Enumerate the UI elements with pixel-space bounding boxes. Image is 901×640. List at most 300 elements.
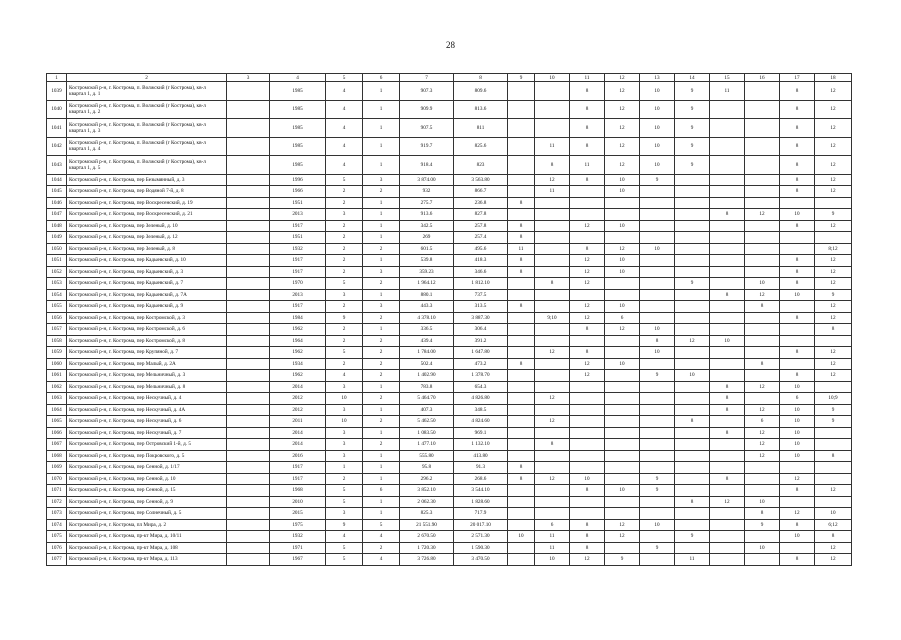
table-row	[47, 174, 852, 186]
value-cell	[710, 156, 745, 175]
value-cell	[815, 381, 852, 393]
value-cell: 5	[326, 485, 363, 497]
value-cell: 1	[363, 156, 400, 175]
value-cell: 9	[745, 519, 780, 531]
value-cell: 6	[780, 393, 815, 405]
value-cell: 9	[815, 209, 852, 221]
value-cell: 8	[508, 220, 535, 232]
value-cell: 95.8	[400, 462, 454, 474]
value-cell	[535, 289, 570, 301]
address-cell: Костромской р-н, г. Кострома, пер Сенной, д. 9	[67, 496, 227, 508]
value-cell: 9	[675, 531, 710, 543]
value-cell	[710, 278, 745, 290]
column-number-cell: 14	[675, 74, 710, 82]
value-cell: 2	[363, 243, 400, 255]
value-cell: 811	[454, 119, 508, 138]
value-cell: 11	[535, 542, 570, 554]
value-cell	[710, 450, 745, 462]
address-cell: Костромской р-н, г. Кострома, пер Зеленый, д. 8	[67, 243, 227, 255]
address-cell: Костромской р-н, г. Кострома, пер Нескучный, д. 6	[67, 416, 227, 428]
value-cell: 12	[815, 100, 852, 119]
value-cell	[227, 404, 270, 416]
value-cell: 1	[363, 255, 400, 267]
column-number-cell: 17	[780, 74, 815, 82]
value-cell	[675, 197, 710, 209]
value-cell: 12	[605, 243, 640, 255]
value-cell: 10	[780, 439, 815, 451]
value-cell	[605, 450, 640, 462]
value-cell	[508, 439, 535, 451]
value-cell: 1	[363, 508, 400, 520]
value-cell: 8	[570, 324, 605, 336]
value-cell	[710, 370, 745, 382]
table-row	[47, 508, 852, 520]
value-cell: 10	[640, 156, 675, 175]
value-cell: 1	[363, 119, 400, 138]
value-cell	[227, 508, 270, 520]
table-row	[47, 243, 852, 255]
value-cell: 12	[815, 174, 852, 186]
value-cell	[745, 393, 780, 405]
value-cell: 10	[640, 119, 675, 138]
value-cell	[780, 197, 815, 209]
value-cell: 2 062.30	[400, 496, 454, 508]
value-cell: 418.3	[454, 255, 508, 267]
value-cell: 3 726.80	[400, 554, 454, 566]
value-cell: 12	[535, 473, 570, 485]
value-cell: 11	[535, 531, 570, 543]
value-cell: 1 720.30	[400, 542, 454, 554]
value-cell: 8	[710, 393, 745, 405]
table-row	[47, 100, 852, 119]
value-cell: 8	[780, 485, 815, 497]
value-cell: 932	[400, 186, 454, 198]
address-cell: Костромской р-н, г. Кострома, п. Волжский (г Кострома), кв-л квартал 1, д. 2	[67, 100, 227, 119]
value-cell	[508, 427, 535, 439]
row-number-cell: 1063	[47, 393, 67, 405]
value-cell	[675, 381, 710, 393]
value-cell: 8	[745, 301, 780, 313]
value-cell: 1917	[270, 255, 326, 267]
value-cell: 9	[640, 542, 675, 554]
value-cell: 8	[570, 174, 605, 186]
value-cell: 12	[815, 119, 852, 138]
value-cell	[605, 462, 640, 474]
value-cell	[745, 186, 780, 198]
value-cell	[508, 119, 535, 138]
value-cell: 8	[780, 156, 815, 175]
value-cell: 2	[326, 266, 363, 278]
value-cell: 2012	[270, 393, 326, 405]
value-cell	[675, 393, 710, 405]
value-cell	[780, 358, 815, 370]
value-cell	[535, 381, 570, 393]
value-cell: 3	[326, 381, 363, 393]
value-cell: 5	[326, 174, 363, 186]
value-cell	[535, 508, 570, 520]
value-cell: 3	[363, 174, 400, 186]
value-cell: 10	[326, 393, 363, 405]
value-cell: 1934	[270, 358, 326, 370]
value-cell: 9	[640, 174, 675, 186]
row-number-cell: 1047	[47, 209, 67, 221]
value-cell: 348.5	[454, 404, 508, 416]
table-row	[47, 324, 852, 336]
value-cell	[675, 209, 710, 221]
address-cell: Костромской р-н, г. Кострома, пер Нескучный, д. 4А	[67, 404, 227, 416]
value-cell	[675, 439, 710, 451]
value-cell: 5	[326, 347, 363, 359]
value-cell: 918.4	[400, 156, 454, 175]
value-cell: 2	[326, 335, 363, 347]
value-cell: 2014	[270, 427, 326, 439]
value-cell: 2014	[270, 439, 326, 451]
address-cell: Костромской р-н, г. Кострома, пер Мельничный, д. 8	[67, 381, 227, 393]
value-cell: 1	[363, 324, 400, 336]
value-cell: 2	[363, 393, 400, 405]
value-cell	[570, 427, 605, 439]
value-cell	[710, 554, 745, 566]
value-cell: 1917	[270, 473, 326, 485]
value-cell: 269	[400, 232, 454, 244]
value-cell: 10	[745, 496, 780, 508]
value-cell: 10	[780, 404, 815, 416]
table-row	[47, 255, 852, 267]
table-row	[47, 393, 852, 405]
value-cell: 8	[675, 416, 710, 428]
value-cell: 601.5	[400, 243, 454, 255]
value-cell	[535, 335, 570, 347]
value-cell: 1	[363, 82, 400, 101]
value-cell	[535, 119, 570, 138]
value-cell	[227, 370, 270, 382]
value-cell: 2015	[270, 508, 326, 520]
value-cell: 8	[535, 439, 570, 451]
value-cell	[508, 450, 535, 462]
value-cell: 1	[363, 462, 400, 474]
value-cell	[710, 186, 745, 198]
value-cell: 5	[326, 496, 363, 508]
row-number-cell: 1057	[47, 324, 67, 336]
value-cell	[640, 278, 675, 290]
value-cell	[508, 554, 535, 566]
value-cell	[227, 358, 270, 370]
value-cell	[640, 450, 675, 462]
address-cell: Костромской р-н, г. Кострома, пер Кадыевский, д. 9	[67, 301, 227, 313]
value-cell	[535, 496, 570, 508]
table-row	[47, 197, 852, 209]
value-cell: 1985	[270, 119, 326, 138]
value-cell	[745, 531, 780, 543]
table-row	[47, 186, 852, 198]
value-cell: 12	[605, 100, 640, 119]
value-cell	[605, 439, 640, 451]
value-cell: 8	[780, 554, 815, 566]
table-row	[47, 554, 852, 566]
column-number-cell: 1	[47, 74, 67, 82]
value-cell	[710, 347, 745, 359]
column-number-cell: 13	[640, 74, 675, 82]
value-cell	[227, 100, 270, 119]
value-cell: 10	[780, 531, 815, 543]
value-cell	[570, 209, 605, 221]
value-cell: 8	[780, 370, 815, 382]
value-cell: 2010	[270, 496, 326, 508]
value-cell: 2011	[270, 416, 326, 428]
value-cell: 12	[570, 255, 605, 267]
value-cell: 2	[363, 370, 400, 382]
table-row	[47, 450, 852, 462]
value-cell	[745, 243, 780, 255]
value-cell	[227, 220, 270, 232]
value-cell: 825.3	[400, 508, 454, 520]
value-cell: 336.5	[400, 324, 454, 336]
value-cell: 8	[780, 186, 815, 198]
value-cell: 6	[363, 485, 400, 497]
table-row	[47, 496, 852, 508]
value-cell: 12	[570, 301, 605, 313]
value-cell: 12	[605, 531, 640, 543]
value-cell: 1	[363, 381, 400, 393]
value-cell	[815, 473, 852, 485]
value-cell: 1 402.90	[400, 370, 454, 382]
value-cell: 907.3	[400, 82, 454, 101]
value-cell	[710, 255, 745, 267]
value-cell: 3	[326, 439, 363, 451]
value-cell	[227, 439, 270, 451]
value-cell: 12	[815, 255, 852, 267]
value-cell: 1 590.30	[454, 542, 508, 554]
value-cell: 10	[640, 519, 675, 531]
value-cell: 407.3	[400, 404, 454, 416]
value-cell	[535, 301, 570, 313]
value-cell: 10	[326, 416, 363, 428]
value-cell: 10	[745, 278, 780, 290]
value-cell	[227, 186, 270, 198]
value-cell: 12	[570, 554, 605, 566]
value-cell: 10	[605, 485, 640, 497]
address-cell: Костромской р-н, г. Кострома, пер Островский 1-й, д. 5	[67, 439, 227, 451]
value-cell: 10	[570, 473, 605, 485]
value-cell: 8	[570, 119, 605, 138]
value-cell: 1	[363, 289, 400, 301]
value-cell: 9	[675, 100, 710, 119]
value-cell: 10	[605, 220, 640, 232]
value-cell: 813.6	[454, 100, 508, 119]
value-cell	[675, 220, 710, 232]
value-cell: 1	[363, 427, 400, 439]
value-cell: 3 470.50	[454, 554, 508, 566]
value-cell: 8	[535, 278, 570, 290]
value-cell: 12	[815, 301, 852, 313]
value-cell: 8	[570, 82, 605, 101]
row-number-cell: 1053	[47, 278, 67, 290]
address-cell: Костромской р-н, г. Кострома, пер Воскресенский, д. 19	[67, 197, 227, 209]
value-cell: 4 378.10	[400, 312, 454, 324]
value-cell	[535, 82, 570, 101]
value-cell: 10	[780, 289, 815, 301]
value-cell	[570, 508, 605, 520]
value-cell	[605, 473, 640, 485]
value-cell: 1996	[270, 174, 326, 186]
value-cell	[710, 462, 745, 474]
value-cell: 1 784.00	[400, 347, 454, 359]
value-cell	[227, 416, 270, 428]
value-cell	[227, 542, 270, 554]
value-cell: 6	[605, 312, 640, 324]
table-row	[47, 312, 852, 324]
value-cell	[710, 324, 745, 336]
value-cell: 3 544.10	[454, 485, 508, 497]
value-cell: 1985	[270, 82, 326, 101]
value-cell	[605, 542, 640, 554]
value-cell	[535, 197, 570, 209]
value-cell: 8	[780, 82, 815, 101]
value-cell	[780, 243, 815, 255]
value-cell	[640, 358, 675, 370]
value-cell: 9;10	[535, 312, 570, 324]
value-cell	[570, 393, 605, 405]
address-cell: Костромской р-н, г. Кострома, пр-кт Мира, д. 113	[67, 554, 227, 566]
value-cell	[640, 531, 675, 543]
value-cell: 5	[363, 519, 400, 531]
value-cell	[640, 312, 675, 324]
value-cell: 1	[326, 462, 363, 474]
value-cell	[815, 232, 852, 244]
value-cell	[227, 255, 270, 267]
row-number-cell: 1072	[47, 496, 67, 508]
address-cell: Костромской р-н, г. Кострома, пер Сенной, д. 15	[67, 485, 227, 497]
value-cell	[745, 347, 780, 359]
value-cell	[710, 542, 745, 554]
value-cell	[710, 232, 745, 244]
value-cell	[227, 485, 270, 497]
value-cell: 8	[570, 137, 605, 156]
value-cell	[745, 137, 780, 156]
value-cell	[710, 197, 745, 209]
address-cell: Костромской р-н, г. Кострома, пер Кадыевский, д. 10	[67, 255, 227, 267]
value-cell: 866.7	[454, 186, 508, 198]
value-cell: 342.5	[400, 220, 454, 232]
table-row	[47, 358, 852, 370]
value-cell: 12	[710, 496, 745, 508]
value-cell	[508, 370, 535, 382]
column-number-cell: 9	[508, 74, 535, 82]
value-cell: 6	[535, 519, 570, 531]
value-cell	[675, 324, 710, 336]
value-cell	[227, 289, 270, 301]
value-cell: 1 812.10	[454, 278, 508, 290]
value-cell: 10	[605, 186, 640, 198]
value-cell	[570, 439, 605, 451]
value-cell: 257.8	[454, 220, 508, 232]
value-cell	[570, 232, 605, 244]
value-cell	[508, 186, 535, 198]
value-cell	[570, 335, 605, 347]
value-cell: 268.6	[454, 473, 508, 485]
value-cell: 4	[326, 370, 363, 382]
value-cell: 5	[326, 554, 363, 566]
value-cell	[815, 462, 852, 474]
value-cell: 8	[570, 519, 605, 531]
value-cell	[640, 232, 675, 244]
address-cell: Костромской р-н, г. Кострома, пер Костромской, д. 6	[67, 324, 227, 336]
value-cell: 4	[326, 82, 363, 101]
value-cell: 2014	[270, 381, 326, 393]
value-cell	[605, 393, 640, 405]
value-cell: 2	[363, 542, 400, 554]
value-cell	[780, 324, 815, 336]
value-cell: 9	[675, 156, 710, 175]
value-cell	[508, 393, 535, 405]
value-cell	[535, 462, 570, 474]
row-number-cell: 1040	[47, 100, 67, 119]
address-cell: Костромской р-н, г. Кострома, пер Нескучный, д. 7	[67, 427, 227, 439]
value-cell	[640, 186, 675, 198]
value-cell: 1966	[270, 186, 326, 198]
value-cell: 2 670.50	[400, 531, 454, 543]
value-cell	[605, 404, 640, 416]
address-cell: Костромской р-н, г. Кострома, пер Сенной, д. 1/17	[67, 462, 227, 474]
value-cell: 8	[780, 519, 815, 531]
value-cell	[675, 519, 710, 531]
value-cell: 6;12	[815, 519, 852, 531]
value-cell: 12	[815, 312, 852, 324]
value-cell	[640, 462, 675, 474]
value-cell: 2	[326, 255, 363, 267]
value-cell	[710, 416, 745, 428]
value-cell	[227, 393, 270, 405]
row-number-cell: 1054	[47, 289, 67, 301]
value-cell: 11	[675, 554, 710, 566]
value-cell: 4	[363, 554, 400, 566]
value-cell: 12	[815, 370, 852, 382]
table-row	[47, 82, 852, 101]
value-cell: 11	[508, 243, 535, 255]
housing-register-table	[46, 73, 852, 566]
value-cell	[535, 232, 570, 244]
value-cell: 8	[570, 531, 605, 543]
value-cell: 969.1	[454, 427, 508, 439]
value-cell: 9	[326, 519, 363, 531]
value-cell: 12	[535, 174, 570, 186]
value-cell	[675, 301, 710, 313]
value-cell: 9	[640, 485, 675, 497]
column-number-cell: 8	[454, 74, 508, 82]
value-cell	[745, 100, 780, 119]
column-number-cell: 6	[363, 74, 400, 82]
value-cell	[745, 312, 780, 324]
address-cell: Костромской р-н, г. Кострома, пл Мира, д. 2	[67, 519, 227, 531]
value-cell	[508, 381, 535, 393]
value-cell: 11	[570, 156, 605, 175]
value-cell: 10	[745, 542, 780, 554]
row-number-cell: 1042	[47, 137, 67, 156]
value-cell	[710, 220, 745, 232]
value-cell	[508, 174, 535, 186]
value-cell: 12	[535, 393, 570, 405]
value-cell: 439.4	[400, 335, 454, 347]
value-cell: 2	[363, 335, 400, 347]
value-cell: 1	[363, 137, 400, 156]
value-cell: 3	[363, 266, 400, 278]
value-cell	[508, 542, 535, 554]
row-number-cell: 1064	[47, 404, 67, 416]
address-cell: Костромской р-н, г. Кострома, п. Волжский (г Кострома), кв-л квартал 1, д. 5	[67, 156, 227, 175]
value-cell: 8	[710, 381, 745, 393]
value-cell	[227, 232, 270, 244]
value-cell: 11	[710, 82, 745, 101]
